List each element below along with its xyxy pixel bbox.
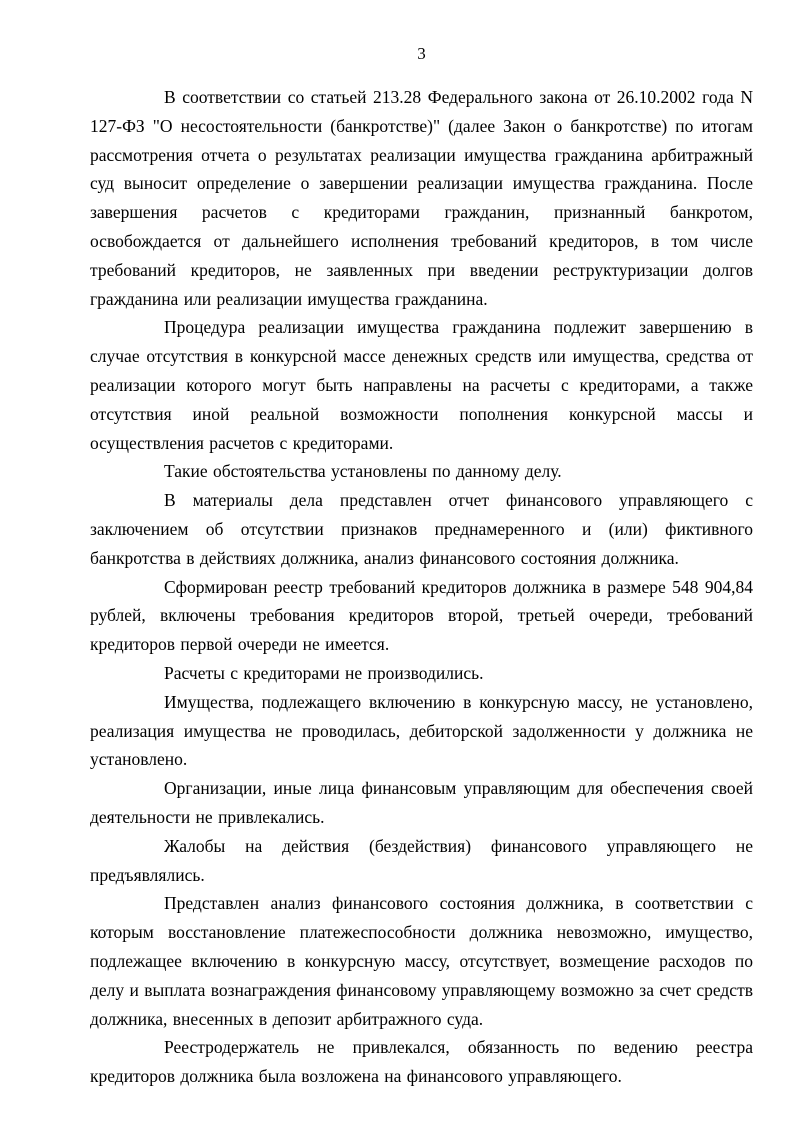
paragraph-analysis: Представлен анализ финансового состояния должника, в соответствии с которым восстановление платежеспособности должника невозможно, имущество, подлежащее включению в конкурсную массу, отсутствует, возмещение расходов по делу и выплата вознаграждения финансовому управляющему возможно за счет средств должника, внесенных в депозит арбитражного суда. xyxy=(90,893,753,1029)
paragraph-report: В материалы дела представлен отчет финансового управляющего с заключением об отсутствии признаков преднамеренного и (или) фиктивного банкротства в действиях должника, анализ финансового состояния должника. xyxy=(90,490,753,568)
paragraph-register: Сформирован реестр требований кредиторов должника в размере 548 904,84 рублей, включены требования кредиторов второй, третьей очереди, требований кредиторов первой очереди не имеется. xyxy=(90,576,753,655)
document-body xyxy=(90,83,753,1091)
paragraph-property: Имущества, подлежащего включению в конкурсную массу, не установлено, реализация имущества не проводилась, дебиторской задолженности у должника не установлено. xyxy=(90,691,753,770)
paragraph-registrar: Реестродержатель не привлекался, обязанность по ведению реестра кредиторов должника была возложена на финансового управляющего. xyxy=(90,1037,753,1087)
paragraph-procedure: Процедура реализации имущества гражданина подлежит завершению в случае отсутствия в конкурсной массе денежных средств или имущества, средства от реализации которого могут быть направлены на расчеты с кредиторами, а также отсутствия иной реальной возможности пополнения конкурсной массы и осуществления расчетов с кредиторами. xyxy=(90,317,753,453)
paragraph-settlements: Расчеты с кредиторами не производились. xyxy=(164,662,484,683)
paragraph-law-213-28: В соответствии со статьей 213.28 Федерального закона от 26.10.2002 года N 127-ФЗ "О несостоятельности (банкротстве)" (далее Закон о банкротстве) по итогам рассмотрения отчета о результатах реализации имущества гражданина арбитражный суд выносит определение о завершении реализации имущества гражданина. После завершения расчетов с кредиторами гражданин, признанный банкротом, освобождается от дальнейшего исполнения требований кредиторов, в том числе требований кредиторов, не заявленных при введении реструктуризации долгов гражданина или реализации имущества гражданина. xyxy=(90,87,753,309)
paragraph-complaints: Жалобы на действия (бездействия) финансового управляющего не предъявлялись. xyxy=(90,835,753,885)
paragraph-circumstances: Такие обстоятельства установлены по данному делу. xyxy=(164,461,562,482)
page-number: 3 xyxy=(417,44,426,63)
paragraph-organizations: Организации, иные лица финансовым управляющим для обеспечения своей деятельности не привлекались. xyxy=(90,778,753,827)
